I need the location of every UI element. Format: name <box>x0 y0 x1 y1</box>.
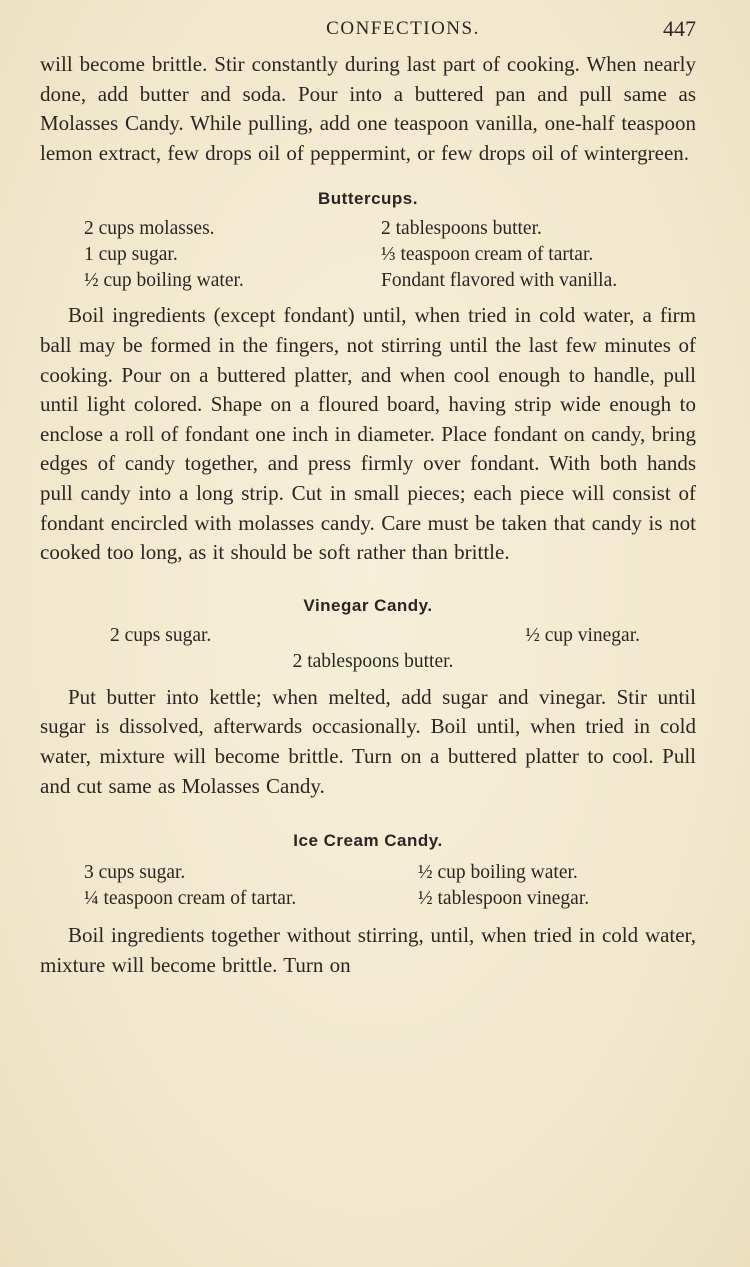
ingredient-item: ½ cup vinegar. <box>525 624 640 646</box>
ingredient-list-ice-cream-candy <box>84 860 696 912</box>
ingredient-item: 2 cups sugar. <box>110 624 212 646</box>
intro-paragraph: will become brittle. Stir constantly during last part of cooking. When nearly done, add butter and soda. Pour into a buttered pan and pull same as Molasses Candy. While pulling, add one teaspoon vanilla, one-half teaspoon lemon extract, few drops oil of peppermint, or few drops oil of wintergreen. <box>40 52 696 165</box>
ingredient-item: ½ cup boiling water. <box>418 862 578 884</box>
ingredient-item-centered: 2 tablespoons butter. <box>292 650 454 672</box>
ingredient-item: 2 cups molasses. <box>84 218 215 240</box>
directions-vinegar-candy: Put butter into kettle; when melted, add sugar and vinegar. Stir until sugar is dissolved, afterwards occasionally. Boil until, when tried in cold water, mixture will become brittle. Turn on a buttered platter to cool. Pull and cut same as Molasses Candy. <box>40 684 696 798</box>
ingredient-item: ¼ teaspoon cream of tartar. <box>84 888 297 910</box>
running-head-title: CONFECTIONS. <box>326 18 480 39</box>
page-number: 447 <box>663 16 696 41</box>
ingredient-item: 3 cups sugar. <box>84 862 186 884</box>
recipe-title-vinegar-candy: Vinegar Candy. <box>303 595 433 615</box>
ingredient-item: ⅓ teaspoon cream of tartar. <box>381 244 594 266</box>
ingredient-item: 1 cup sugar. <box>84 244 178 266</box>
ingredient-item: ½ cup boiling water. <box>84 270 244 292</box>
recipe-title-ice-cream-candy: Ice Cream Candy. <box>293 831 443 851</box>
recipe-title-buttercups: Buttercups. <box>318 189 418 209</box>
ingredient-item: 2 tablespoons butter. <box>381 218 542 240</box>
directions-ice-cream-candy: Boil ingredients together without stirring, until, when tried in cold water, mixture will become brittle. Turn on <box>40 923 696 977</box>
ingredient-list-buttercups <box>84 216 696 294</box>
ingredient-item: ½ tablespoon vinegar. <box>418 888 590 910</box>
ingredient-item: Fondant flavored with vanilla. <box>381 270 618 292</box>
directions-buttercups: Boil ingredients (except fondant) until, when tried in cold water, a firm ball may be formed in the fingers, not stirring until the last few minutes of cooking. Pour on a buttered platter, and when cool enough to handle, pull until light colored. Shape on a floured board, having strip wide enough to enclose a roll of fondant one inch in diameter. Place fondant on candy, bring edges of candy together, and press firmly over fondant. With both hands pull candy into a long strip. Cut in small pieces; each piece will consist of fondant encircled with molasses candy. Care must be taken that candy is not cooked too long, as it should be soft rather than brittle. <box>40 303 696 565</box>
running-head <box>40 14 696 50</box>
ingredient-list-vinegar-candy <box>40 623 696 649</box>
